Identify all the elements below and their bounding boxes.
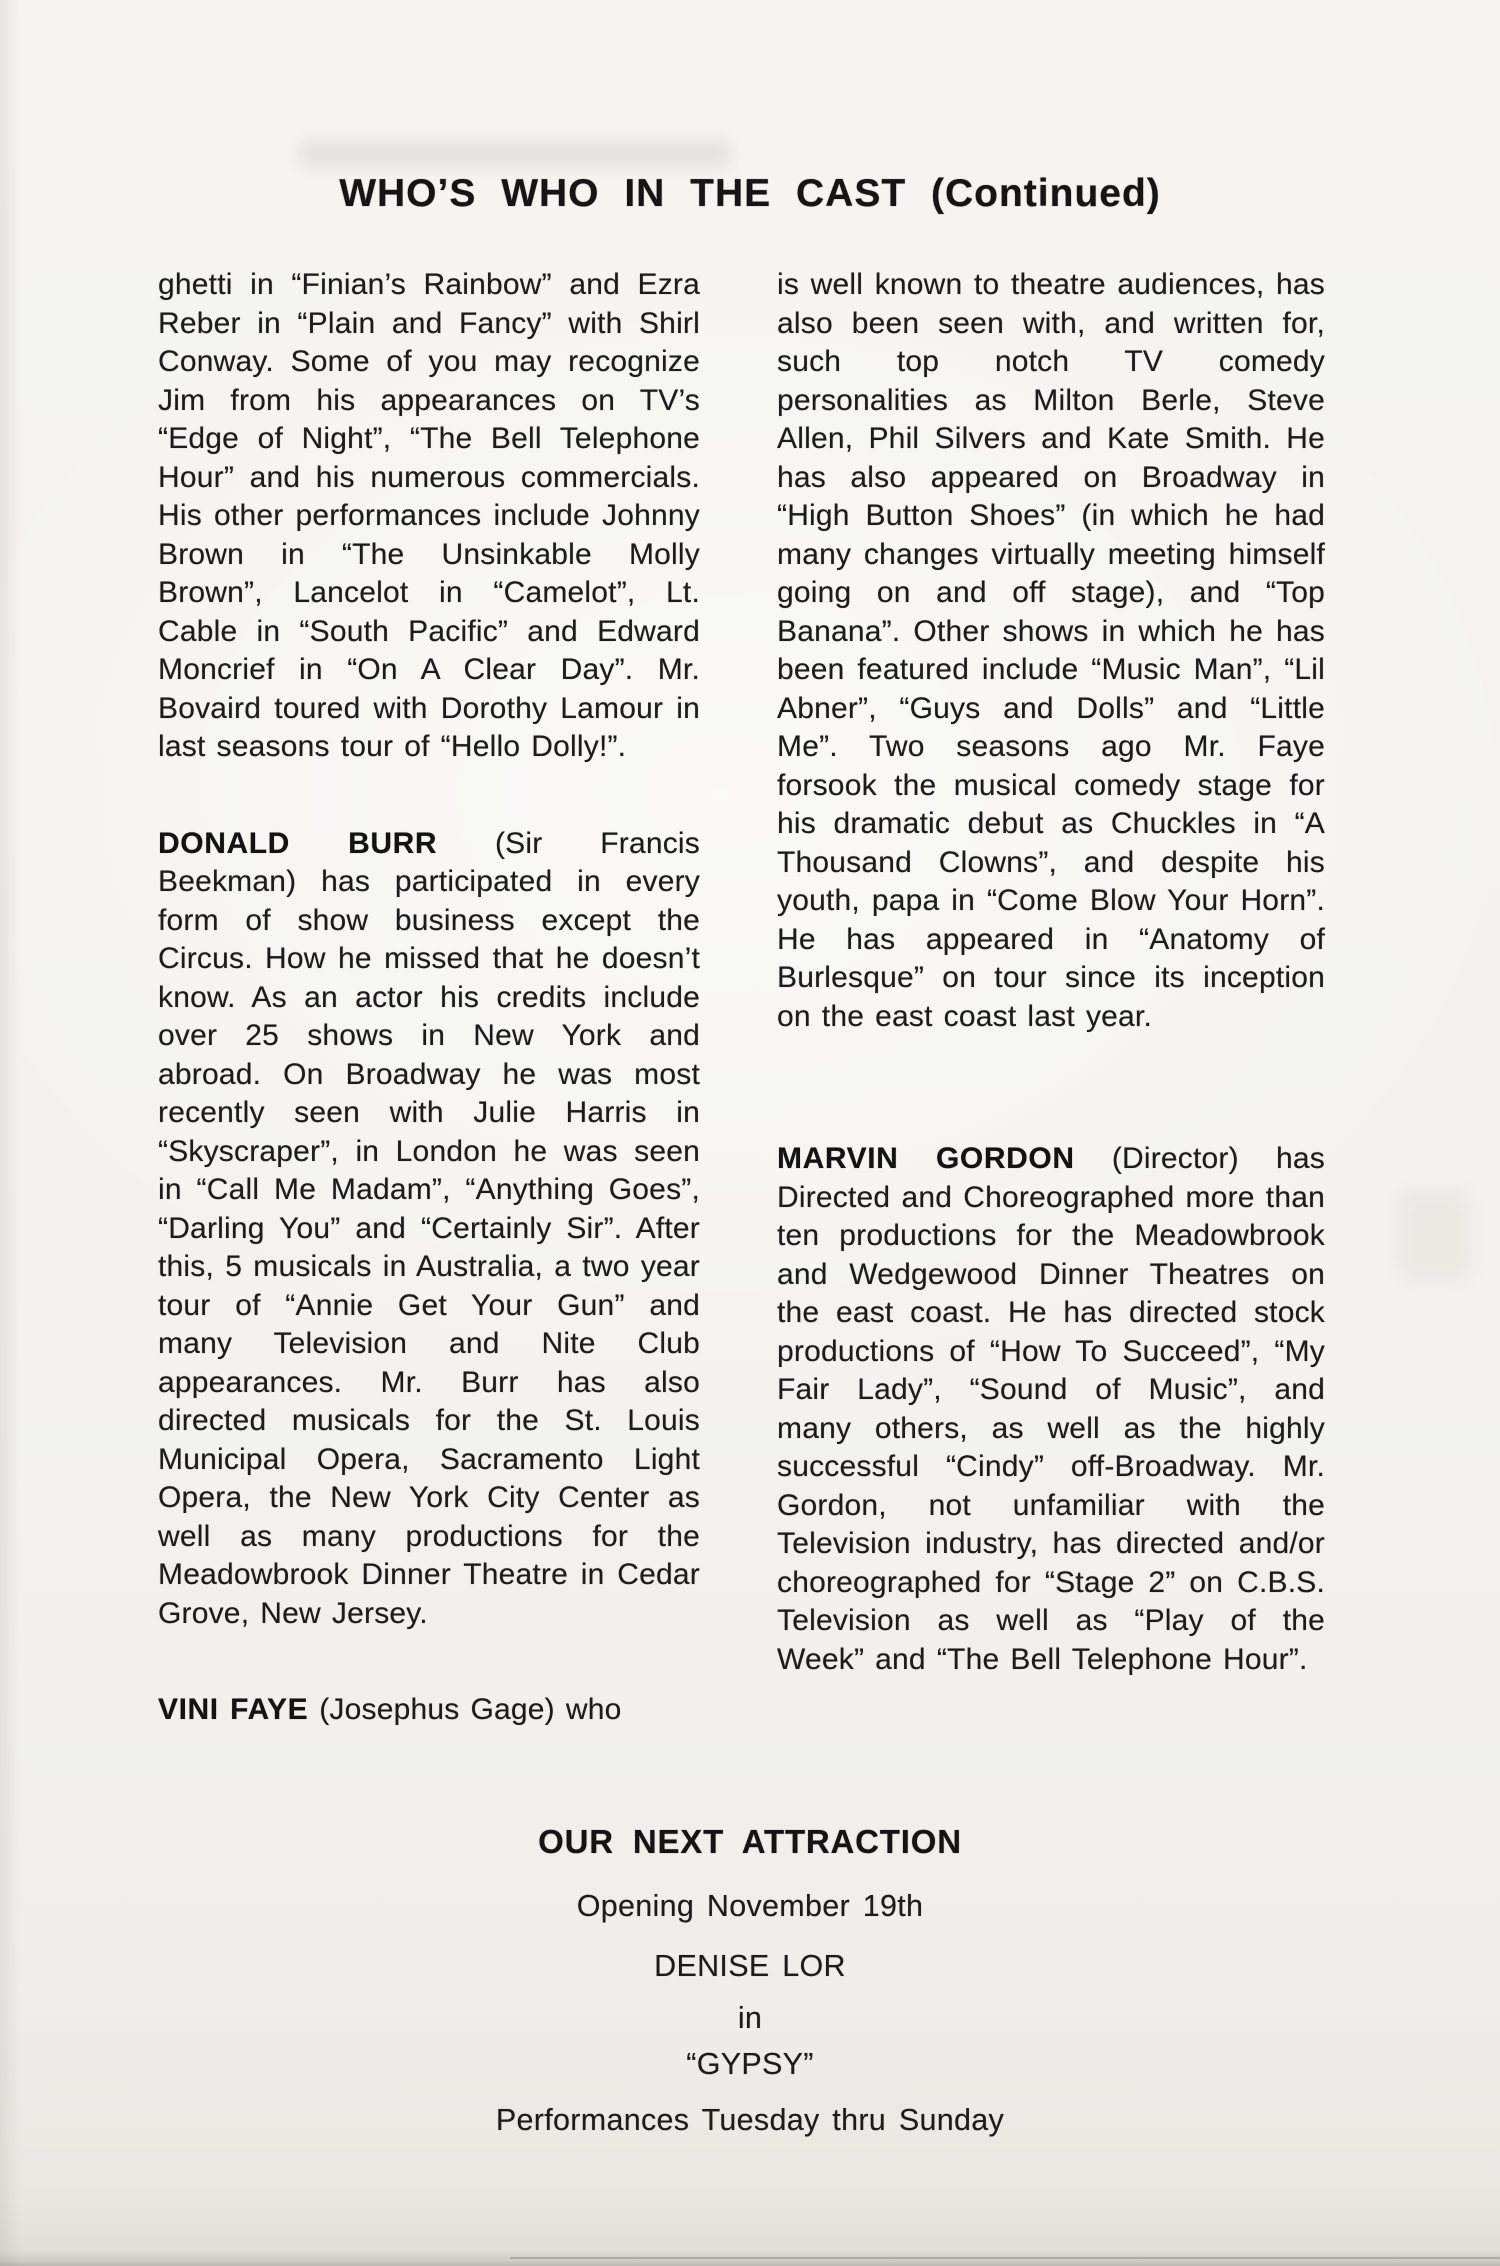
scan-edge-shading	[0, 0, 20, 2266]
bio-lead: DONALD BURR	[158, 826, 438, 860]
page-title: WHO’S WHO IN THE CAST (Continued)	[339, 172, 1161, 216]
bio-text: ghetti in “Finian’s Rainbow” and Ezra Reber in “Plain and Fancy” with Shirl Conway. Some of you may recognize Jim from his appearances on TV’s “Edge of Night”, “The Bell Telephone Hour” and his numerous commercials. His other performances include Johnny Brown in “The Unsinkable Molly Brown”, Lancelot in “Camelot”, Lt. Cable in “South Pacific” and Edward Moncrief in “On A Clear Day”. Mr. Bovaird toured with Dorothy Lamour in last seasons tour of “Hello Dolly!”.	[158, 268, 700, 763]
bio-paragraph-vini-faye-continued	[777, 266, 1325, 1036]
opening-date-line: Opening November 19th	[576, 1889, 924, 1923]
right-column	[777, 266, 1325, 1730]
next-attraction-block	[0, 1820, 1500, 2142]
performances-line: Performances Tuesday thru Sunday	[495, 2103, 1005, 2137]
bio-text: (Sir Francis Beekman) has participated in every form of show business except the Circus. How he missed that he doesn’t know. As an actor his credits include over 25 shows in New York and abroad. On Broadway he was most recently seen with Julie Harris in “Skyscraper”, in London he was seen in “Call Me Madam”, “Anything Goes”, “Darling You” and “Certainly Sir”. After this, 5 musicals in Australia, a two year tour of “Annie Get Your Gun” and many Television and Nite Club appearances. Mr. Burr has also directed musicals for the St. Louis Municipal Opera, Sacramento Light Opera, the New York City Center as well as many productions for the Meadowbrook Dinner Theatre in Cedar Grove, New Jersey.	[158, 826, 700, 1630]
bio-paragraph-continued	[158, 266, 700, 767]
bio-paragraph-marvin-gordon	[777, 1140, 1325, 1679]
two-column-text	[158, 266, 1325, 1730]
scan-edge-line	[510, 2257, 1500, 2259]
next-attraction-heading: OUR NEXT ATTRACTION	[538, 1823, 962, 1860]
bio-text: (Josephus Gage) who	[308, 1693, 622, 1726]
star-name-line: DENISE LOR	[654, 1949, 846, 1983]
left-column	[158, 266, 700, 1730]
bio-lead: MARVIN GORDON	[777, 1142, 1075, 1175]
conjunction-line: in	[737, 2001, 763, 2035]
scan-artifact	[1400, 1190, 1470, 1280]
bio-lead: VINI FAYE	[158, 1693, 309, 1726]
bio-paragraph-vini-faye	[158, 1691, 700, 1730]
scan-artifact	[300, 140, 730, 168]
show-title-line: “GYPSY”	[686, 2047, 814, 2081]
bio-text: (Director) has Directed and Choreographed more than ten productions for the Meadowbrook and Wedgewood Dinner Theatres on the east coast. He has directed stock productions of “How To Succeed”, “My Fair Lady”, “Sound of Music”, and many others, as well as the highly successful “Cindy” off-Broadway. Mr. Gordon, not unfamiliar with the Television industry, has directed and/or choreographed for “Stage 2” on C.B.S. Television as well as “Play of the Week” and “The Bell Telephone Hour”.	[777, 1142, 1325, 1676]
bio-text: is well known to theatre audiences, has also been seen with, and written for, such top notch TV comedy personalities as Milton Berle, Steve Allen, Phil Silvers and Kate Smith. He has also appeared on Broadway in “High Button Shoes” (in which he had many changes virtually meeting himself going on and off stage), and “Top Banana”. Other shows in which he has been featured include “Music Man”, “Lil Abner”, “Guys and Dolls” and “Little Me”. Two seasons ago Mr. Faye forsook the musical comedy stage for his dramatic debut as Chuckles in “A Thousand Clowns”, and despite his youth, papa in “Come Blow Your Horn”. He has appeared in “Anatomy of Burlesque” on tour since its inception on the east coast last year.	[777, 268, 1325, 1033]
bio-paragraph-donald-burr	[158, 825, 700, 1634]
